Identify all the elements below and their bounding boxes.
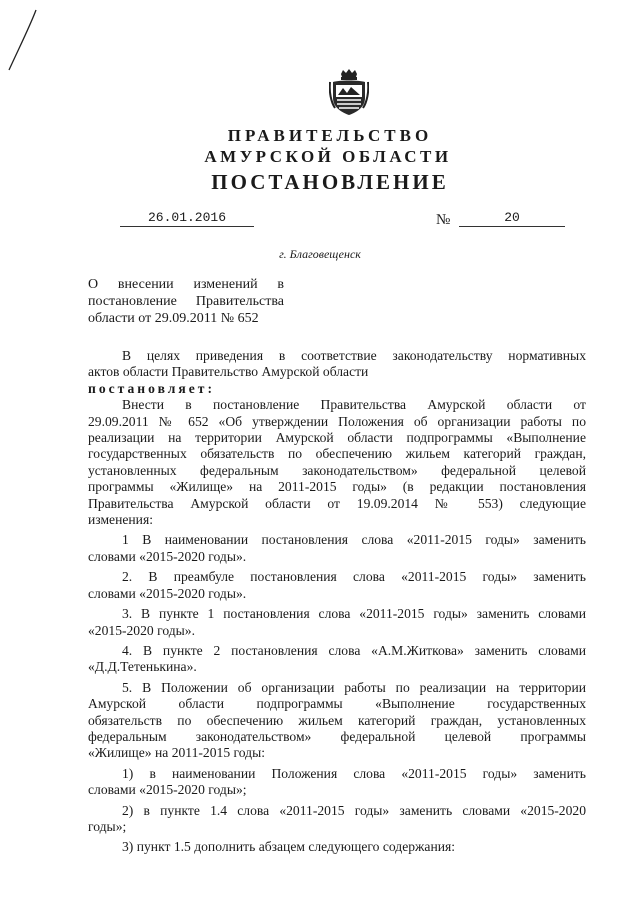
text-line: 1) в наименовании Положения слова «2011-2015 годы» заменить	[122, 765, 586, 781]
item-5-paragraph	[88, 680, 586, 762]
item-3-paragraph	[88, 606, 586, 639]
subject-line: О внесении изменений в	[88, 277, 284, 292]
text-line: Правительства Амурской области от 19.09.2014 № 553) следующие	[88, 495, 586, 511]
item-5-1-paragraph	[88, 766, 586, 799]
text-line: Внести в постановление Правительства Амурской области от	[122, 397, 586, 413]
subject-line: постановление Правительства	[88, 294, 284, 309]
document-number: 20	[459, 210, 565, 227]
text-line: «Жилище» на 2011-2015 годы:	[88, 745, 265, 761]
text-line: «2015-2020 годы».	[88, 622, 195, 638]
text-line: реализации на территории Амурской области подпрограммы «Выполнение	[88, 430, 586, 446]
text-line: 3) пункт 1.5 дополнить абзацем следующего содержания:	[122, 839, 456, 855]
text-line: «Д.Д.Тетенькина».	[88, 659, 197, 675]
item-1-paragraph	[88, 532, 586, 565]
document-date: 26.01.2016	[120, 210, 254, 227]
city-label: г. Благовещенск	[279, 247, 361, 261]
text-line: В целях приведения в соответствие законодательству нормативных	[122, 348, 586, 363]
text-line: 29.09.2011 № 652 «Об утверждении Положения об организации работы по	[88, 413, 586, 429]
text-line: установленных федеральным законодательством» федеральной целевой	[88, 462, 586, 478]
text-line: 2) в пункте 1.4 слова «2011-2015 годы» заменить словами «2015-2020	[122, 802, 586, 818]
text-line: обязательств по обеспечению жильем категорий граждан, установленных	[88, 712, 586, 728]
text-line: 2. В преамбуле постановления слова «2011-2015 годы» заменить	[122, 569, 586, 585]
item-4-paragraph	[88, 643, 586, 676]
main-paragraph	[88, 397, 586, 528]
number-sign: №	[436, 212, 451, 228]
item-2-paragraph	[88, 569, 586, 602]
text-line: 4. В пункте 2 постановления слова «А.М.Житкова» заменить словами	[122, 642, 586, 658]
text-line: 5. В Положении об организации работы по реализации на территории	[122, 679, 586, 695]
item-5-3-paragraph	[88, 839, 586, 855]
preamble-paragraph	[88, 348, 586, 381]
region-title: АМУРСКОЙ ОБЛАСТИ	[204, 147, 452, 166]
text-line: государственных обязательств по обеспечению жильем категорий граждан,	[88, 446, 586, 462]
document-body	[88, 348, 586, 856]
text-line: 3. В пункте 1 постановления слова «2011-2015 годы» заменить словами	[122, 606, 586, 622]
text-line: изменения:	[88, 512, 153, 528]
government-title: ПРАВИТЕЛЬСТВО	[227, 126, 433, 145]
text-line: словами «2015-2020 годы».	[88, 585, 247, 601]
item-5-2-paragraph	[88, 803, 586, 836]
subject-line: области от 29.09.2011 № 652	[88, 311, 259, 326]
text-line: программы «Жилище» на 2011-2015 годы» (в редакции постановления	[88, 479, 586, 495]
text-line: Амурской области подпрограммы «Выполнение государственных	[88, 696, 586, 712]
text-line: 1 В наименовании постановления слова «2011-2015 годы» заменить	[122, 532, 586, 548]
document-subject	[88, 276, 284, 327]
coat-of-arms-icon	[329, 68, 369, 116]
text-line: актов области Правительство Амурской области	[88, 364, 369, 380]
text-line: словами «2015-2020 годы».	[88, 548, 247, 564]
text-line: федеральным законодательством» федеральной целевой программы	[88, 728, 586, 744]
document-type-title: ПОСТАНОВЛЕНИЕ	[211, 170, 449, 194]
handwritten-mark	[6, 8, 40, 72]
text-line: годы»;	[88, 818, 127, 834]
decree-word: постановляет:	[88, 380, 215, 396]
text-line: словами «2015-2020 годы»;	[88, 782, 247, 798]
